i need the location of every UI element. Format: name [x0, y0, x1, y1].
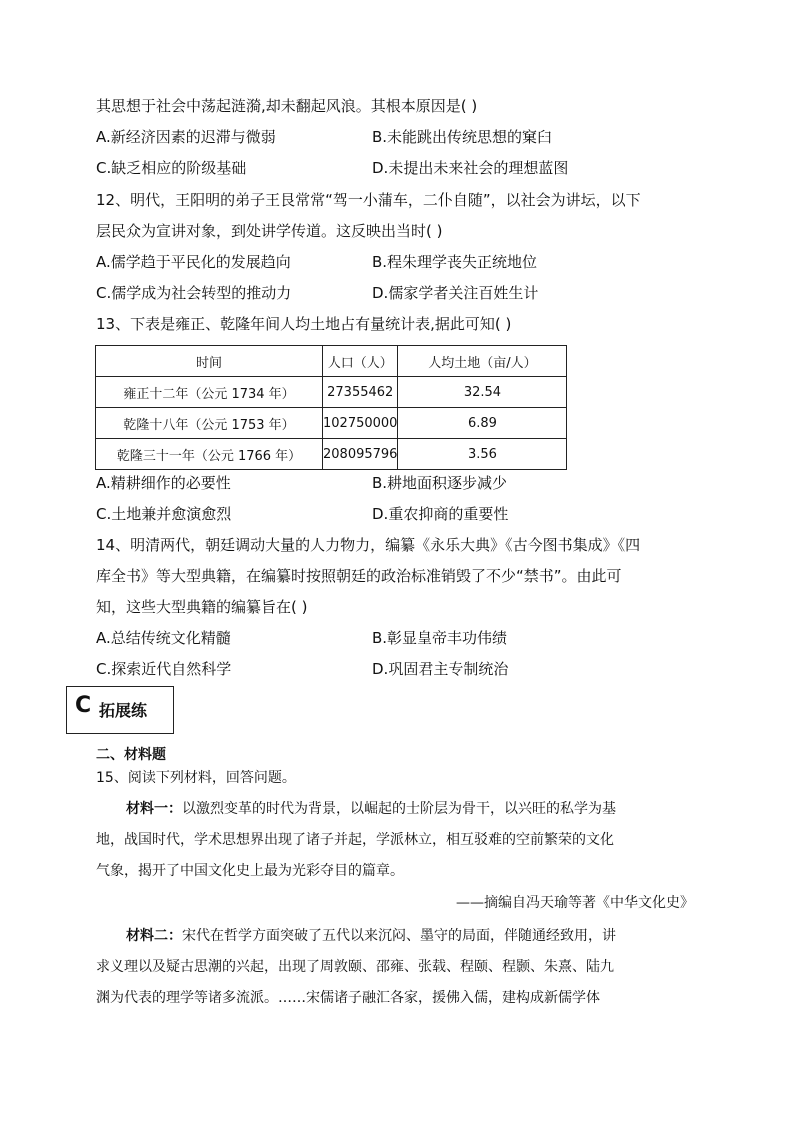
section-label-box — [66, 686, 174, 734]
q11-stem: 其思想于社会中荡起涟漪,却未翻起风浪。其根本原因是( ) — [96, 97, 478, 115]
table-cell: 208095796 — [323, 439, 398, 470]
material2-line2: 求义理以及疑古思潮的兴起，出现了周敦颐、邵雍、张载、程颐、程颢、朱熹、陆九 — [96, 959, 614, 975]
table-cell: 102750000 — [323, 408, 398, 439]
table-cell: 3.56 — [398, 439, 567, 470]
q14-option-d: D.巩固君主专制统治 — [372, 660, 509, 678]
table-cell: 27355462 — [323, 377, 398, 408]
material1-line3: 气象，揭开了中国文化史上最为光彩夺目的篇章。 — [96, 863, 404, 879]
q11-option-d: D.未提出未来社会的理想蓝图 — [372, 159, 569, 177]
q14-stem-line3: 知，这些大型典籍的编纂旨在( ) — [96, 598, 308, 616]
material1-line1 — [126, 799, 616, 819]
q13-option-b: B.耕地面积逐步减少 — [372, 474, 508, 492]
q13-option-a: A.精耕细作的必要性 — [96, 474, 231, 492]
q14-stem-line2: 库全书》等大型典籍，在编纂时按照朝廷的政治标准销毁了不少“禁书”。由此可 — [96, 567, 622, 585]
material1-line2: 地，战国时代，学术思想界出现了诸子并起，学派林立，相互驳难的空前繁荣的文化 — [96, 832, 614, 848]
material1-label: 材料一： — [126, 801, 182, 817]
q11-option-b: B.未能跳出传统思想的窠臼 — [372, 128, 553, 146]
q14-stem-line1: 14、明清两代，朝廷调动大量的人力物力，编纂《永乐大典》《古今图书集成》《四 — [96, 536, 641, 554]
q12-option-b: B.程朱理学丧失正统地位 — [372, 253, 538, 271]
material2-text: 宋代在哲学方面突破了五代以来沉闷、墨守的局面，伴随通经致用，讲 — [182, 928, 616, 944]
q12-option-d: D.儒家学者关注百姓生计 — [372, 284, 539, 302]
q12-stem-line1: 12、明代，王阳明的弟子王艮常常“驾一小蒲车，二仆自随”，以社会为讲坛，以下 — [96, 191, 641, 209]
q12-option-a: A.儒学趋于平民化的发展趋向 — [96, 253, 291, 271]
table-header-time: 时间 — [96, 346, 323, 377]
table-header-land: 人均土地（亩/人） — [398, 346, 567, 377]
table-cell: 雍正十二年（公元 1734 年） — [96, 377, 323, 408]
q11-option-c: C.缺乏相应的阶级基础 — [96, 159, 247, 177]
section-letter: C — [75, 693, 92, 718]
material2-line3: 渊为代表的理学等诸多流派。……宋儒诸子融汇各家，援佛入儒，建构成新儒学体 — [96, 990, 600, 1006]
q15-stem: 15、阅读下列材料，回答问题。 — [96, 770, 296, 786]
table-row — [96, 408, 567, 439]
table-header-row — [96, 346, 567, 377]
q12-option-c: C.儒学成为社会转型的推动力 — [96, 284, 292, 302]
q12-stem-line2: 层民众为宣讲对象，到处讲学传道。这反映出当时( ) — [96, 222, 443, 240]
table-header-population: 人口（人） — [323, 346, 398, 377]
table-row — [96, 377, 567, 408]
q13-option-c: C.土地兼并愈演愈烈 — [96, 505, 232, 523]
population-land-table — [95, 345, 567, 470]
table-cell: 6.89 — [398, 408, 567, 439]
table-row — [96, 439, 567, 470]
table-cell: 乾隆三十一年（公元 1766 年） — [96, 439, 323, 470]
q14-option-c: C.探索近代自然科学 — [96, 660, 232, 678]
section-title: 拓展练 — [99, 701, 148, 720]
table-cell: 32.54 — [398, 377, 567, 408]
part2-heading: 二、材料题 — [96, 747, 166, 763]
material1-text: 以激烈变革的时代为背景，以崛起的士阶层为骨干，以兴旺的私学为基 — [182, 801, 616, 817]
material1-source: ——摘编自冯天瑜等著《中华文化史》 — [456, 895, 694, 911]
material2-label: 材料二： — [126, 928, 182, 944]
q13-option-d: D.重农抑商的重要性 — [372, 505, 509, 523]
table-cell: 乾隆十八年（公元 1753 年） — [96, 408, 323, 439]
q14-option-b: B.彰显皇帝丰功伟绩 — [372, 629, 508, 647]
q14-option-a: A.总结传统文化精髓 — [96, 629, 231, 647]
q13-stem: 13、下表是雍正、乾隆年间人均土地占有量统计表,据此可知( ) — [96, 315, 512, 333]
q11-option-a: A.新经济因素的迟滞与微弱 — [96, 128, 276, 146]
material2-line1 — [126, 926, 616, 946]
